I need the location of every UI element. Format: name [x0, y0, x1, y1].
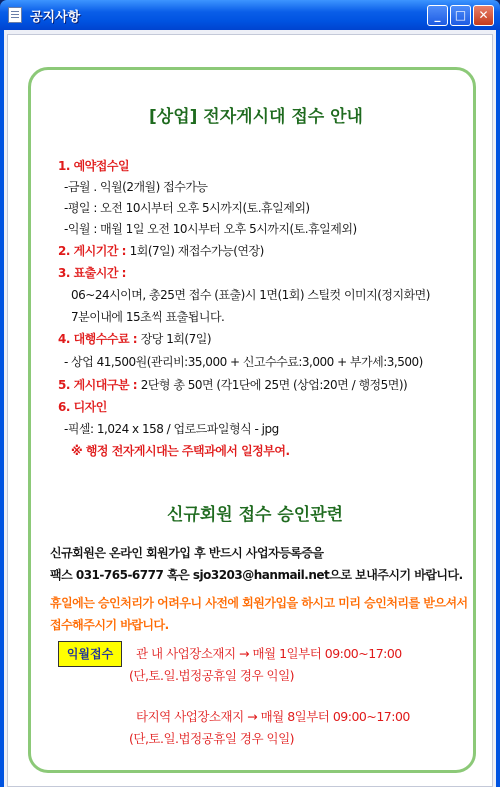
section-2-title: 2. 게시기간 : — [58, 244, 130, 258]
section-4-title: 4. 대행수수료 : — [58, 332, 141, 346]
section-3-title: 3. 표출시간 : — [58, 266, 126, 280]
content-panel — [7, 34, 493, 787]
client-area — [4, 30, 496, 787]
section-2 — [58, 242, 264, 259]
section-6-note: ※ 행정 전자게시대는 주택과에서 일정부여. — [71, 444, 290, 458]
section-6-line: -픽셀: 1,024 x 158 / 업로드파일형식 - jpg — [64, 422, 279, 436]
minimize-button[interactable]: _ — [427, 5, 448, 26]
title-bar[interactable] — [0, 0, 500, 30]
section-5 — [58, 376, 407, 393]
close-button[interactable]: ✕ — [473, 5, 494, 26]
section-4-value: 장당 1회(7일) — [140, 332, 212, 346]
notice-card — [28, 67, 476, 773]
section-2-value: 1회(7일) 재접수가능(연장) — [129, 244, 264, 258]
rule-line: (단,토.일.법정공휴일 경우 익일) — [129, 668, 295, 683]
maximize-button[interactable]: □ — [450, 5, 471, 26]
notice-heading: [상업] 전자게시대 접수 안내 — [149, 107, 363, 127]
section-5-title: 5. 게시대구분 : — [58, 378, 141, 392]
rule-line: 관 내 사업장소재지 → 매월 1일부터 09:00~17:00 — [136, 646, 402, 661]
document-icon — [8, 7, 22, 23]
section-6-title: 6. 디자인 — [58, 400, 107, 414]
section-1-line: -금월 . 익월(2개월) 접수가능 — [64, 180, 208, 194]
member-line: 신규회원은 온라인 회원가입 후 반드시 사업자등록증을 — [50, 546, 324, 560]
section-1-line: -평일 : 오전 10시부터 오후 5시까지(토.휴일제외) — [64, 201, 310, 215]
window-frame — [0, 30, 500, 787]
section-1-line: -익월 : 매월 1일 오전 10시부터 오후 5시까지(토.휴일제외) — [64, 222, 357, 236]
member-heading: 신규회원 접수 승인관련 — [167, 505, 344, 525]
section-4-line: - 상업 41,500원(관리비:35,000 + 신고수수료:3,000 + 부가세:3,500) — [64, 355, 423, 369]
member-line: 팩스 031-765-6777 혹은 sjo3203@hanmail.net으로 보내주시기 바랍니다. — [50, 568, 463, 582]
section-1-title: 1. 예약접수일 — [58, 159, 130, 173]
member-warning: 휴일에는 승인처리가 어려우니 사전에 회원가입을 하시고 미리 승인처리를 받으셔서 — [50, 596, 468, 610]
section-3-line: 06~24시이며, 총25면 접수 (표출)시 1면(1회) 스틸컷 이미지(정지화면) — [71, 288, 430, 302]
section-5-value: 2단형 총 50면 (각1단에 25면 (상업:20면 / 행정5면)) — [140, 378, 408, 392]
section-4 — [58, 330, 211, 347]
member-warning: 접수해주시기 바랍니다. — [50, 618, 169, 632]
next-month-badge: 익월접수 — [58, 641, 122, 667]
section-3-line: 7분이내에 15초씩 표출됩니다. — [71, 310, 225, 324]
rule-line: (단,토.일.법정공휴일 경우 익일) — [129, 731, 295, 746]
window-title: 공지사항 — [30, 10, 81, 25]
rule-line: 타지역 사업장소재지 → 매월 8일부터 09:00~17:00 — [136, 709, 410, 724]
